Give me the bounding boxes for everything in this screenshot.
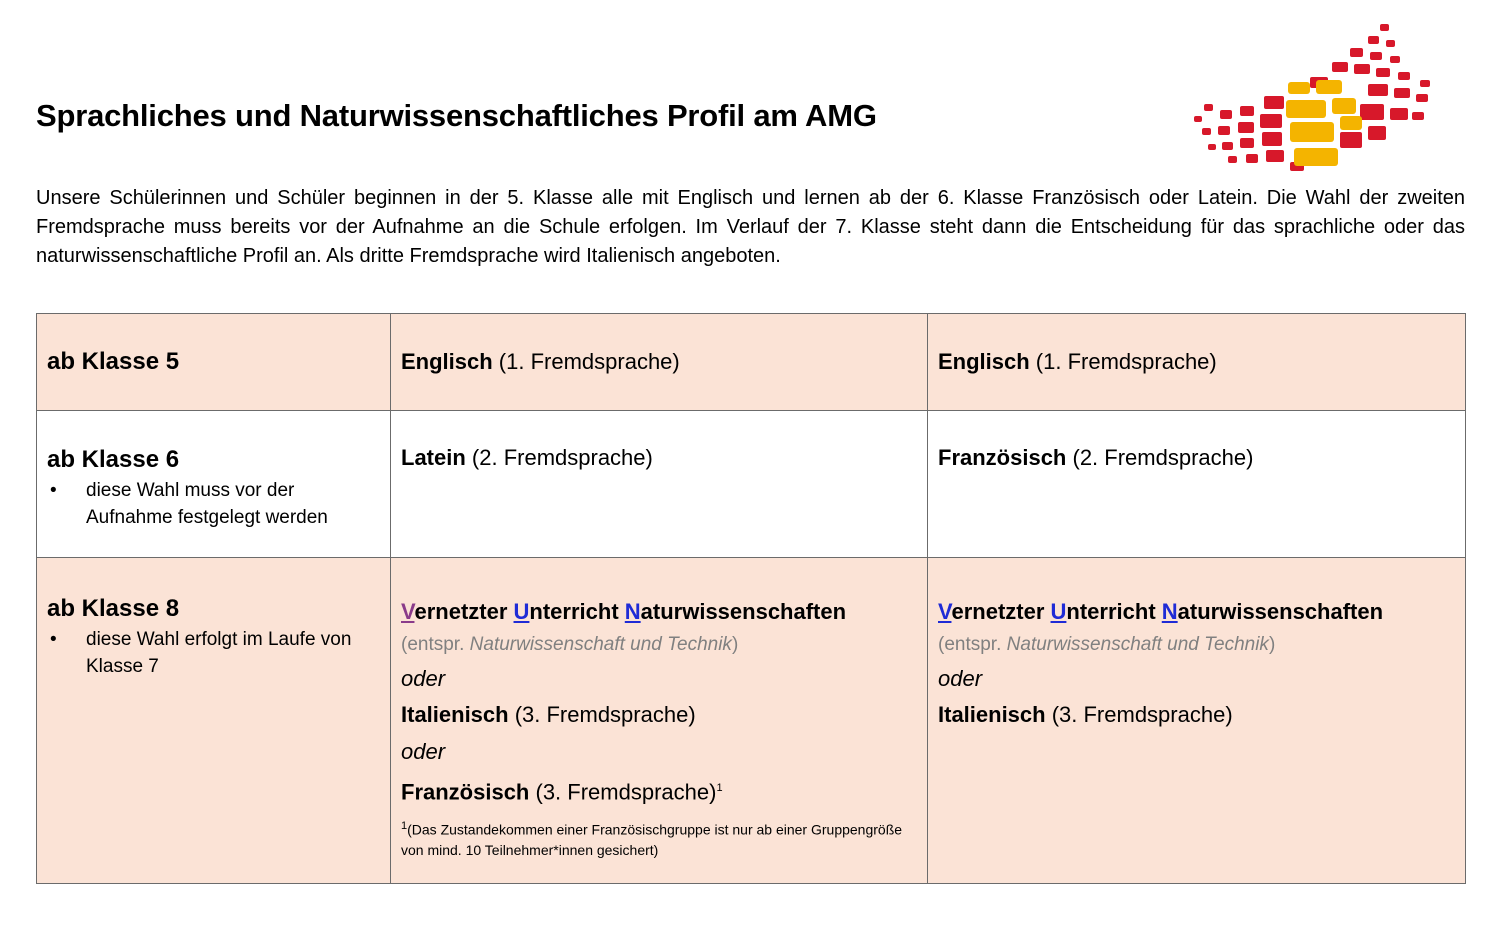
language-cell <box>928 314 1466 411</box>
language-cell <box>928 411 1466 558</box>
options-cell-sprachlich <box>391 558 928 884</box>
oder-text: oder <box>401 666 446 691</box>
logo-yellow-tiles <box>1286 80 1362 166</box>
language-detail: (2. Fremdsprache) <box>465 445 653 470</box>
row-label-cell <box>37 314 391 411</box>
option-franzoesisch: Französisch (3. Fremdsprache)$^1$ <box>401 779 723 805</box>
language-detail: (1. Fremdsprache) <box>492 349 680 374</box>
row-label: ab Klasse 6 <box>47 446 180 473</box>
language-cell <box>391 411 928 558</box>
page-title: Sprachliches und Naturwissenschaftliches Profil am AMG <box>36 98 877 133</box>
language-cell <box>391 314 928 411</box>
language-name: Englisch <box>401 349 493 374</box>
bullet-note <box>47 477 380 531</box>
intro-paragraph: Unsere Schülerinnen und Schüler beginnen in der 5. Klasse alle mit Englisch und lernen ab der 6. Klasse Französisch oder Latein. Die Wahl der zweiten Fremdsprache muss bereits vor der Aufnahme an die Schule erfolgen. Im Verlauf der 7. Klasse steht dann die Entscheidung für das sprachliche oder das naturwissenschaftliche Profil an. Als dritte Fremdsprache wird Italienisch angeboten. <box>36 187 1465 267</box>
row-label: ab Klasse 5 <box>47 348 180 375</box>
language-name: Latein <box>401 445 466 470</box>
vun-subtitle: (entspr. Naturwissenschaft und Technik) <box>938 634 1276 655</box>
bullet-text: diese Wahl muss vor der Aufnahme festgelegt werden <box>86 480 328 528</box>
option-italienisch: Italienisch (3. Fremdsprache) <box>938 702 1233 727</box>
bullet-text: diese Wahl erfolgt im Laufe von Klasse 7 <box>86 629 352 677</box>
table-row-klasse-8 <box>37 558 1466 884</box>
footnote-marker: 1 <box>716 782 723 794</box>
row-label-cell <box>37 558 391 884</box>
bullet-note <box>47 626 380 680</box>
vun-subtitle: (entspr. Naturwissenschaft und Technik) <box>401 634 739 655</box>
language-name: Französisch <box>938 445 1067 470</box>
profile-table <box>36 313 1466 884</box>
option-italienisch: Italienisch (3. Fremdsprache) <box>401 702 696 727</box>
amg-logo <box>1190 22 1450 177</box>
vun-heading: Vernetzter Unterricht Naturwissenschaften <box>938 599 1384 624</box>
language-name: Englisch <box>938 349 1030 374</box>
bullet-icon: • <box>50 629 57 650</box>
vun-heading: Vernetzter Unterricht Naturwissenschaften <box>401 599 847 624</box>
language-detail: (1. Fremdsprache) <box>1029 349 1217 374</box>
oder-text: oder <box>401 739 446 764</box>
language-detail: (2. Fremdsprache) <box>1066 445 1254 470</box>
table-row-klasse-5 <box>37 314 1466 411</box>
row-label: ab Klasse 8 <box>47 595 180 622</box>
table-row-klasse-6 <box>37 411 1466 558</box>
footnote: $^1$(Das Zustandekommen einer Französischgruppe ist nur ab einer Gruppengröße von mind. 10 Teilnehmer*innen gesichert) <box>401 820 903 858</box>
bullet-icon: • <box>50 480 57 501</box>
row-label-cell <box>37 411 391 558</box>
oder-text: oder <box>938 666 983 691</box>
options-cell-naturwissenschaftlich <box>928 558 1466 884</box>
